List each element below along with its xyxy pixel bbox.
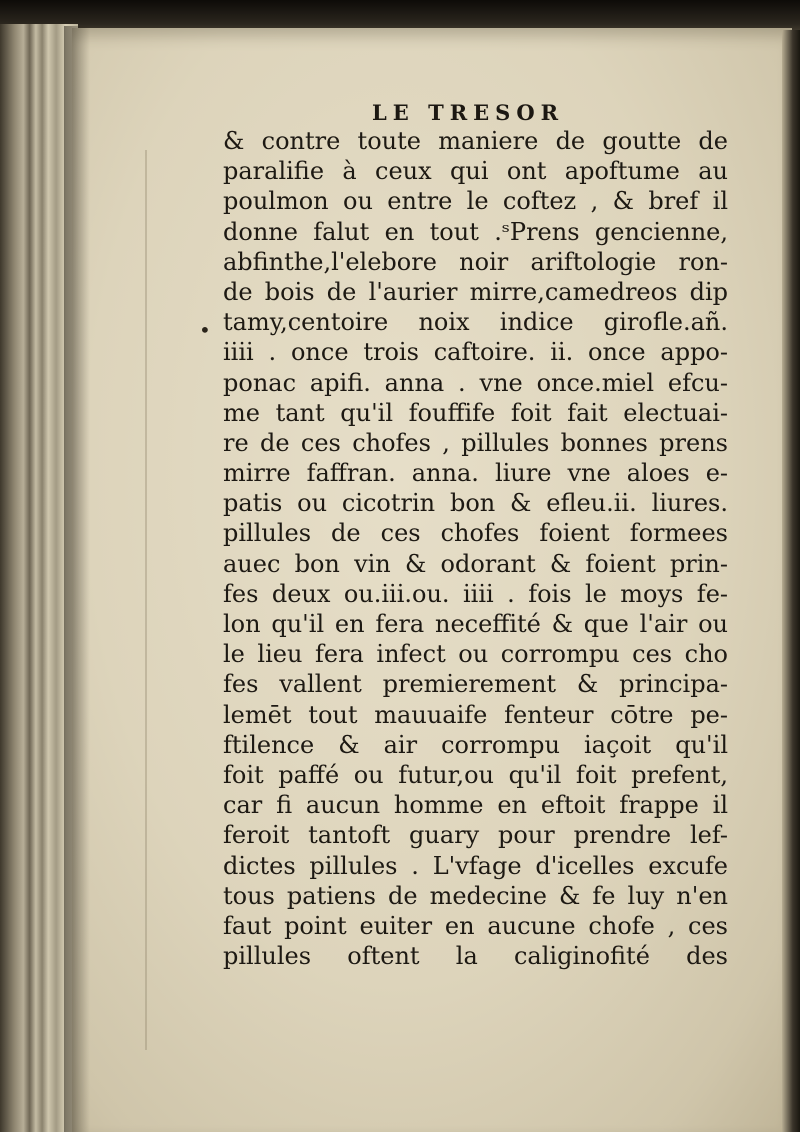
text-line: lon qu'il en fera neceffité & que l'air ou: [223, 610, 728, 638]
text-line: ponac apifi. anna . vne once.miel efcu-: [223, 368, 728, 397]
text-line: iiii . once trois caftoire. ii. once appo-: [223, 338, 728, 367]
text-line: donne falut en tout .ˢPrens gencienne,: [223, 217, 728, 246]
text-line: tous patiens de medecine & fe luy n'en: [223, 881, 728, 910]
text-line: le lieu fera infect ou corrompu ces cho: [223, 640, 728, 669]
text-line: fes deux ou.iii.ou. iiii . fois le moys fe-: [223, 579, 728, 608]
text-line: car fi aucun homme en eftoit frappe il: [223, 791, 728, 820]
text-line: abfinthe,l'elebore noir ariftologie ron-: [223, 247, 728, 276]
gutter-line: [145, 150, 147, 1050]
text-line: faut point euiter en aucune chofe , ces: [223, 911, 728, 940]
margin-marker: •: [199, 318, 211, 342]
running-head: LE TRESOR: [372, 100, 565, 125]
text-line: paralifie à ceux qui ont apoftume au: [223, 157, 728, 186]
text-line: fes vallent premierement & principa-: [223, 670, 728, 699]
text-line: pillules oftent la caliginofité des: [223, 942, 728, 971]
text-line: lemēt tout mauuaife fenteur cōtre pe-: [223, 700, 728, 729]
text-line: poulmon ou entre le coftez , & bref il: [223, 187, 728, 216]
text-line: ftilence & air corrompu iaçoit qu'il: [223, 730, 728, 759]
text-line: me tant qu'il fouffife foit fait electuai-: [223, 398, 728, 427]
text-line: de bois de l'aurier mirre,camedreos dip: [223, 277, 728, 306]
text-line: pillules de ces chofes foient formees: [223, 519, 728, 548]
text-line: patis ou cicotrin bon & efleu.ii. liures.: [223, 489, 728, 518]
text-line: foit paffé ou futur,ou qu'il foit prefent,: [223, 760, 728, 789]
text-line: auec bon vin & odorant & foient prin-: [223, 549, 728, 578]
text-line: mirre faffran. anna. liure vne aloes e-: [223, 459, 728, 488]
binding-shadow: [64, 26, 90, 1132]
text-line: & contre toute maniere de goutte de: [223, 127, 728, 155]
right-page-edge: [782, 30, 800, 1132]
text-line: tamy,centoire noix indice girofle.añ.: [223, 308, 728, 337]
text-line: dictes pillules . L'vfage d'icelles excufe: [223, 851, 728, 880]
text-line: re de ces chofes , pillules bonnes prens: [223, 428, 728, 457]
text-column: [223, 126, 728, 971]
text-line: feroit tantoft guary pour prendre lef-: [223, 821, 728, 850]
